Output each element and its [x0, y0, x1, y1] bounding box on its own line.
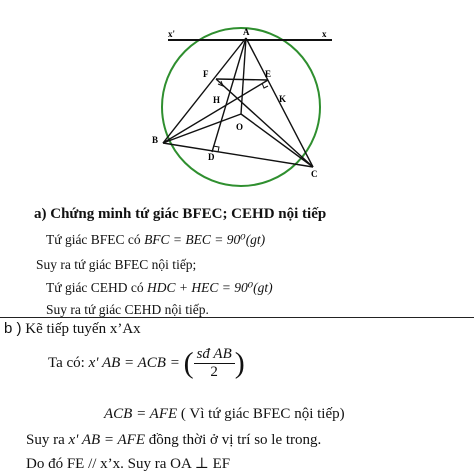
point-label-f: F [203, 69, 209, 79]
point-label-e: E [265, 69, 272, 79]
left-paren: ( [183, 346, 194, 380]
part-a-line-4: Suy ra tứ giác CEHD nội tiếp. [46, 302, 209, 317]
point-label-o: O [236, 122, 244, 132]
part-a-heading: a) Chứng minh tứ giác BFEC; CEHD nội tiếp [34, 206, 327, 222]
eq1-math: x' AB = ACB = [88, 354, 180, 371]
part-a-line-3-text: Tứ giác CEHD có [46, 280, 144, 295]
part-b-header [4, 320, 141, 338]
right-angle-marks [213, 81, 268, 152]
geometry-figure [0, 0, 474, 200]
eq2-math: ACB = AFE [104, 406, 178, 422]
section-divider [0, 317, 474, 318]
arc-fraction [194, 346, 235, 381]
point-label-x-prime: x' [168, 29, 176, 39]
part-a-line-1 [46, 232, 265, 248]
part-a-line-2: Suy ra tứ giác BFEC nội tiếp; [36, 257, 197, 272]
part-b-line-4: Do đó FE // x’x. Suy ra OA ⊥ EF [26, 456, 231, 472]
ta-co-label: Ta có: [48, 354, 85, 371]
part-a-line-3-math: HDC + HEC = 90⁰(gt) [147, 280, 273, 295]
l3-post: đồng thời ở vị trí so le trong. [148, 432, 322, 448]
eq2-reason: ( Vì tứ giác BFEC nội tiếp) [180, 406, 345, 422]
triangle-lines [163, 38, 313, 167]
part-b-title: Kẽ tiếp tuyến x’Ax [25, 321, 141, 337]
part-b-eq2 [104, 406, 345, 423]
part-b-line-3 [26, 432, 321, 449]
fraction-denominator: 2 [194, 363, 235, 381]
point-label-x: x [322, 29, 327, 39]
fraction-numerator: sđ AB [196, 346, 232, 362]
point-label-k: K [279, 94, 287, 104]
part-b-label: b ) [4, 320, 22, 337]
right-paren: ) [234, 346, 245, 380]
part-a-line-1-math: BFC = BEC = 90⁰(gt) [144, 232, 266, 247]
point-label-h: H [213, 95, 221, 105]
point-label-b: B [152, 135, 159, 145]
point-label-c: C [311, 169, 318, 179]
part-b-eq1 [48, 346, 245, 381]
part-a-line-3 [46, 280, 273, 296]
point-label-a: A [243, 27, 250, 37]
l3-math: x' AB = AFE [68, 432, 146, 448]
l3-pre: Suy ra [26, 432, 65, 448]
part-a-line-1-text: Tứ giác BFEC có [46, 232, 141, 247]
point-label-d: D [208, 152, 215, 162]
